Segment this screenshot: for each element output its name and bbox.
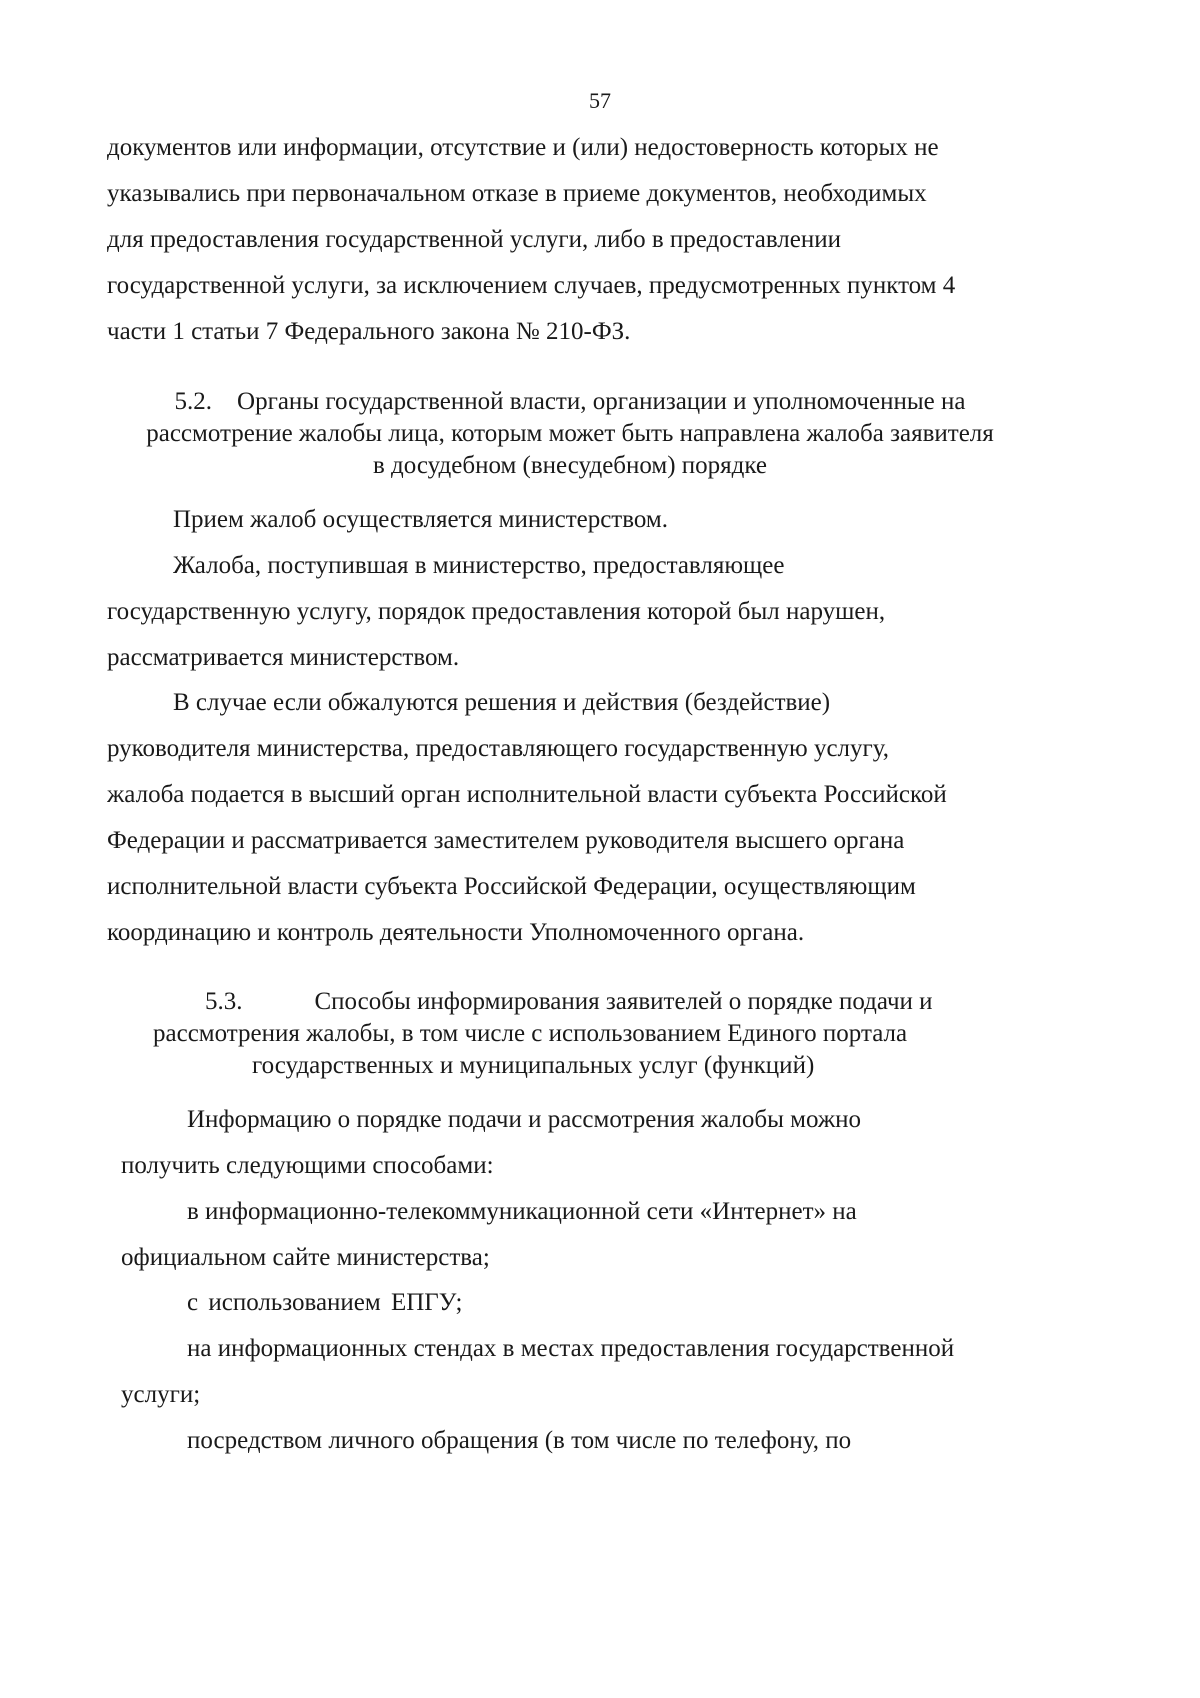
section-title: рассмотрения жалобы, в том числе с использованием Единого портала [153,1020,908,1047]
text-line: рассматривается министерством. [107,644,460,671]
paragraph-complaint [107,543,1004,681]
text-line: указывались при первоначальном отказе в приеме документов, необходимых [107,180,927,207]
list-item [187,1418,1004,1464]
text-line: на информационных стендах в местах предоставления государственной [187,1335,955,1362]
text-line: в информационно-телекоммуникационной сети «Интернет» на [187,1198,857,1225]
section-heading-5-2 [100,386,1040,482]
list-item [187,1280,1004,1326]
section-title: в досудебном (внесудебном) порядке [372,452,768,479]
text-line: посредством личного обращения (в том числе по телефону, по [187,1427,852,1454]
text-line: услуги; [121,1381,201,1408]
section-title: государственных и муниципальных услуг (функций) [252,1052,815,1079]
text-line: Федерации и рассматривается заместителем руководителя высшего органа [107,827,905,854]
list-item [121,1326,991,1418]
list-item [121,1189,1004,1281]
text-line: документов или информации, отсутствие и (или) недостоверность которых не [107,134,939,161]
text-line: руководителя министерства, предоставляющего государственную услугу, [107,735,890,762]
section-title: рассмотрение жалобы лица, которым может быть направлена жалоба заявителя [146,420,994,447]
text-line: государственную услугу, порядок предоставления которой был нарушен, [107,598,886,625]
section-number: 5.2. [174,388,213,415]
section-number: 5.3. [205,988,243,1015]
paragraph-continuation [107,125,1004,355]
text-line: получить следующими способами: [121,1152,494,1179]
text-line: части 1 статьи 7 Федерального закона № 210-ФЗ. [107,318,631,345]
paragraph-reception [173,497,1004,543]
section-title: Способы информирования заявителей о порядке подачи и [314,988,933,1015]
section-heading-5-3 [130,986,1060,1082]
text-line: государственной услуги, за исключением случаев, предусмотренных пунктом 4 [107,272,956,299]
paragraph-info [121,1097,1004,1189]
text-line: Жалоба, поступившая в министерство, предоставляющее [173,552,785,579]
paragraph-appeal [107,680,1004,956]
text-line: Информацию о порядке подачи и рассмотрения жалобы можно [187,1106,861,1133]
section-title: Органы государственной власти, организации и уполномоченные на [237,388,966,415]
text-line: исполнительной власти субъекта Российской Федерации, осуществляющим [107,873,916,900]
text-line: официальном сайте министерства; [121,1244,490,1271]
page-number: 57 [589,88,611,113]
text-line: жалоба подается в высший орган исполнительной власти субъекта Российской [107,781,947,808]
text-line: для предоставления государственной услуги, либо в предоставлении [107,226,842,253]
text-line: В случае если обжалуются решения и действия (бездействие) [173,689,831,716]
text-line: Прием жалоб осуществляется министерством. [173,506,668,533]
text-line: координацию и контроль деятельности Уполномоченного органа. [107,919,805,946]
text-line: с использованием ЕПГУ; [187,1289,463,1316]
